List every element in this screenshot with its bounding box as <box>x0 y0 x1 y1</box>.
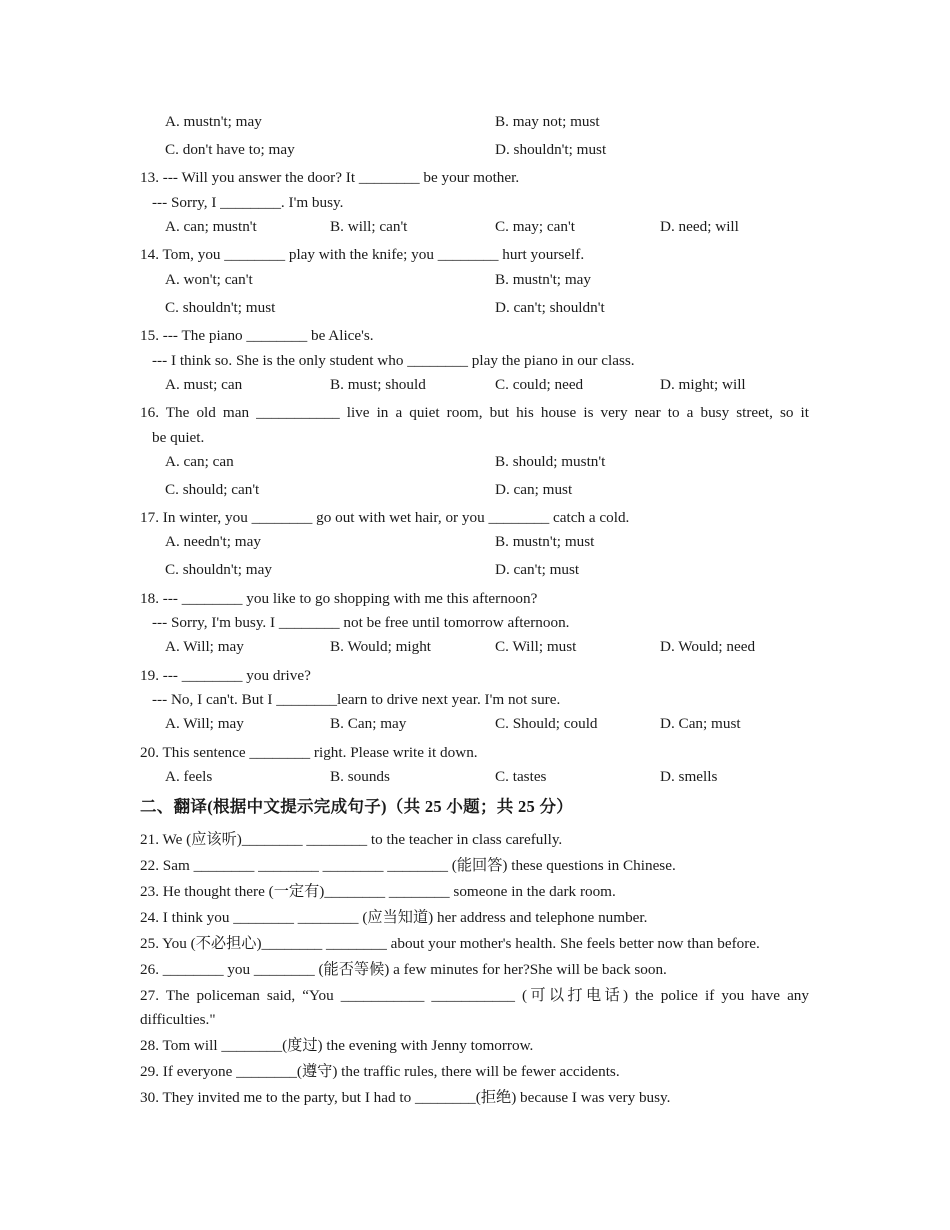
q19-option-a: A. Will; may <box>165 715 244 732</box>
q19-stem: 19. --- ________ you drive? <box>140 667 311 684</box>
translation-item-25: 25. You (不必担心)________ ________ about your mother's health. She feels better now than before. <box>140 935 760 952</box>
translation-item-29: 29. If everyone ________(遵守) the traffic rules, there will be fewer accidents. <box>140 1063 620 1080</box>
q15-option-a: A. must; can <box>165 376 243 393</box>
q18-option-c: C. Will; must <box>495 638 577 655</box>
q14-stem: 14. Tom, you ________ play with the knife; you ________ hurt yourself. <box>140 246 585 263</box>
q18-option-b: B. Would; might <box>330 638 432 655</box>
translation-item-23: 23. He thought there (一定有)________ ________ someone in the dark room. <box>140 883 616 900</box>
q16-option-a: A. can; can <box>165 453 234 470</box>
q20-option-d: D. smells <box>660 768 718 785</box>
q12-option-d: D. shouldn't; must <box>495 141 607 158</box>
q13-stem: 13. --- Will you answer the door? It ________ be your mother. <box>140 169 520 186</box>
translation-item-30: 30. They invited me to the party, but I had to ________(拒绝) because I was very busy. <box>140 1089 671 1106</box>
q12-option-c: C. don't have to; may <box>165 141 295 158</box>
translation-item-27-cont: difficulties." <box>140 1011 216 1028</box>
q13-option-d: D. need; will <box>660 218 739 235</box>
q16-option-b: B. should; mustn't <box>495 453 606 470</box>
q18-stem-2: --- Sorry, I'm busy. I ________ not be free until tomorrow afternoon. <box>152 614 570 631</box>
section-2-heading: 二、翻译(根据中文提示完成句子)（共 25 小题；共 25 分） <box>140 797 574 816</box>
q14-option-d: D. can't; shouldn't <box>495 299 605 316</box>
q12-option-b: B. may not; must <box>495 113 600 130</box>
translation-item-24: 24. I think you ________ ________ (应当知道) her address and telephone number. <box>140 909 648 926</box>
q13-option-a: A. can; mustn't <box>165 218 257 235</box>
translation-item-26: 26. ________ you ________ (能否等候) a few minutes for her?She will be back soon. <box>140 961 667 978</box>
q13-stem-2: --- Sorry, I ________. I'm busy. <box>152 194 344 211</box>
q16-option-d: D. can; must <box>495 481 573 498</box>
q17-option-a: A. needn't; may <box>165 533 261 550</box>
q14-option-c: C. shouldn't; must <box>165 299 276 316</box>
q18-option-a: A. Will; may <box>165 638 244 655</box>
q14-option-a: A. won't; can't <box>165 271 253 288</box>
q17-stem: 17. In winter, you ________ go out with wet hair, or you ________ catch a cold. <box>140 509 630 526</box>
translation-item-28: 28. Tom will ________(度过) the evening with Jenny tomorrow. <box>140 1037 534 1054</box>
q17-option-b: B. mustn't; must <box>495 533 595 550</box>
translation-item-22: 22. Sam ________ ________ ________ ________ (能回答) these questions in Chinese. <box>140 857 676 874</box>
q20-option-a: A. feels <box>165 768 213 785</box>
q18-stem: 18. --- ________ you like to go shopping with me this afternoon? <box>140 590 538 607</box>
translation-item-27: 27. The policeman said, “You ___________ ___________ (可以打电话) the police if you have any <box>140 987 809 1004</box>
q16-stem-2: be quiet. <box>152 429 205 446</box>
q15-option-c: C. could; need <box>495 376 584 393</box>
q15-stem: 15. --- The piano ________ be Alice's. <box>140 327 374 344</box>
q13-option-c: C. may; can't <box>495 218 575 235</box>
q14-option-b: B. mustn't; may <box>495 271 591 288</box>
translation-item-21: 21. We (应该听)________ ________ to the teacher in class carefully. <box>140 831 563 848</box>
q19-option-d: D. Can; must <box>660 715 741 732</box>
q13-option-b: B. will; can't <box>330 218 408 235</box>
q20-option-b: B. sounds <box>330 768 390 785</box>
q16-option-c: C. should; can't <box>165 481 260 498</box>
q19-option-c: C. Should; could <box>495 715 598 732</box>
q17-option-d: D. can't; must <box>495 561 580 578</box>
q19-option-b: B. Can; may <box>330 715 407 732</box>
q18-option-d: D. Would; need <box>660 638 756 655</box>
q20-stem: 20. This sentence ________ right. Please write it down. <box>140 744 478 761</box>
q16-stem: 16. The old man ___________ live in a quiet room, but his house is very near to a busy street, so it <box>140 404 809 421</box>
q12-option-a: A. mustn't; may <box>165 113 262 130</box>
q15-option-d: D. might; will <box>660 376 746 393</box>
q20-option-c: C. tastes <box>495 768 547 785</box>
q17-option-c: C. shouldn't; may <box>165 561 272 578</box>
q19-stem-2: --- No, I can't. But I ________learn to drive next year. I'm not sure. <box>152 691 561 708</box>
q15-stem-2: --- I think so. She is the only student who ________ play the piano in our class. <box>152 352 635 369</box>
q15-option-b: B. must; should <box>330 376 426 393</box>
